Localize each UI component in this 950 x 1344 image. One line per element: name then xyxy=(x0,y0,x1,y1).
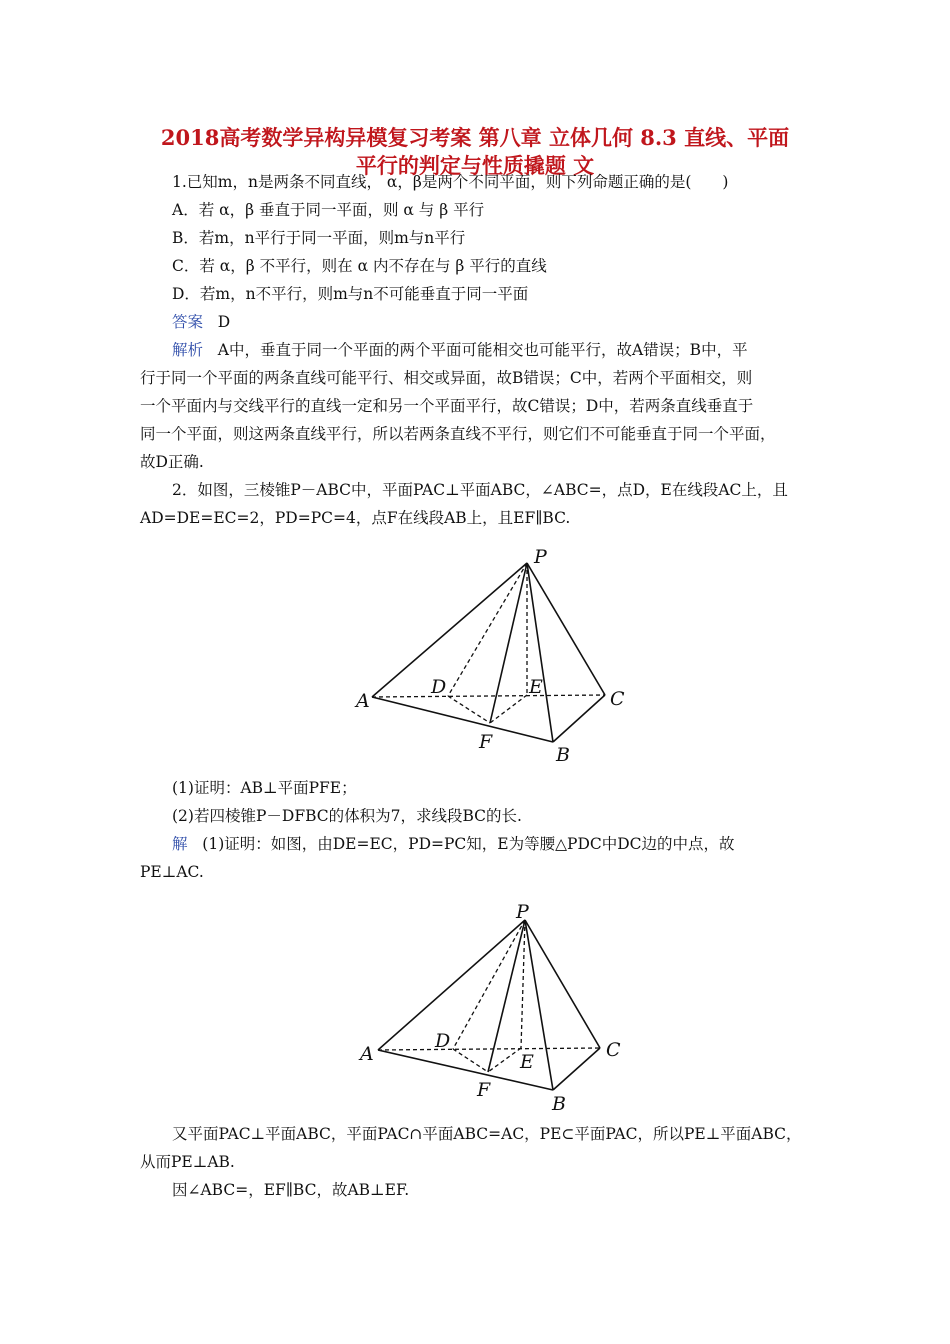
vertex-label-f: F xyxy=(477,1079,491,1101)
vertex-label-p: P xyxy=(534,546,547,568)
q1-option-d: D．若m，n不平行，则m与n不可能垂直于同一平面 xyxy=(172,285,529,303)
answer-value: D xyxy=(217,313,231,331)
vertex-label-c: C xyxy=(606,1039,621,1061)
q1-option-b: B．若m，n平行于同一平面，则m与n平行 xyxy=(172,229,466,247)
q1-analysis-line5: 故D正确. xyxy=(140,453,204,471)
vertex-label-p: P xyxy=(516,901,529,923)
vertex-label-c: C xyxy=(610,688,625,710)
vertex-label-e: E xyxy=(529,676,543,698)
q2-continuation-line1: 又平面PAC⊥平面ABC，平面PAC∩平面ABC=AC，PE⊂平面PAC，所以PE⊥平面ABC， xyxy=(172,1125,802,1143)
q1-stem: 1.已知m，n是两条不同直线， α，β是两个不同平面，则下列命题正确的是( ) xyxy=(172,173,729,191)
vertex-label-e: E xyxy=(520,1051,534,1073)
q1-option-a: A．若 α，β 垂直于同一平面，则 α 与 β 平行 xyxy=(172,201,485,219)
solution-label: 解 xyxy=(172,835,188,853)
analysis-label: 解析 xyxy=(172,341,204,359)
q2-part2: (2)若四棱锥P－DFBC的体积为7，求线段BC的长. xyxy=(172,807,522,825)
solution-text: (1)证明：如图，由DE=EC，PD=PC知，E为等腰△PDC中DC边的中点，故 xyxy=(202,835,735,853)
vertex-label-f: F xyxy=(479,731,493,753)
q2-continuation-line2: 从而PE⊥AB. xyxy=(140,1153,235,1171)
q2-stem-line2: AD=DE=EC=2，PD=PC=4，点F在线段AB上，且EF∥BC. xyxy=(140,509,571,527)
vertex-label-b: B xyxy=(556,744,570,766)
analysis-text: A中，垂直于同一个平面的两个平面可能相交也可能平行，故A错误；B中，平 xyxy=(217,341,748,359)
vertex-label-d: D xyxy=(431,676,447,698)
vertex-label-b: B xyxy=(552,1093,566,1115)
q1-analysis-line4: 同一个平面，则这两条直线平行，所以若两条直线不平行，则它们不可能垂直于同一个平面， xyxy=(140,425,776,443)
q2-part1: (1)证明：AB⊥平面PFE； xyxy=(172,779,357,797)
q1-answer xyxy=(172,311,230,333)
q2-continuation-line3: 因∠ABC=，EF∥BC，故AB⊥EF. xyxy=(172,1181,410,1199)
q1-analysis-line1 xyxy=(172,339,748,361)
q2-solution-line1 xyxy=(172,833,735,855)
doc-title-line2: 平行的判定与性质撬题 文 xyxy=(355,153,595,178)
q1-analysis-line2: 行于同一个平面的两条直线可能平行、相交或异面，故B错误；C中，若两个平面相交，则 xyxy=(140,369,753,387)
q1-analysis-line3: 一个平面内与交线平行的直线一定和另一个平面平行，故C错误；D中，若两条直线垂直于 xyxy=(140,397,754,415)
q2-solution-line2: PE⊥AC. xyxy=(140,863,204,881)
vertex-label-a: A xyxy=(360,1043,374,1065)
answer-label: 答案 xyxy=(172,313,204,331)
q2-stem-line1: 2．如图，三棱锥P－ABC中，平面PAC⊥平面ABC，∠ABC=，点D，E在线段AC上，且 xyxy=(172,481,788,499)
pyramid-figure-1 xyxy=(342,535,625,775)
vertex-label-a: A xyxy=(356,690,370,712)
vertex-label-d: D xyxy=(435,1030,451,1052)
pyramid-figure-2 xyxy=(345,890,635,1118)
doc-title-line1: 2018高考数学异构异模复习考案 第八章 立体几何 8.3 直线、平面 xyxy=(160,125,790,150)
q1-option-c: C．若 α，β 不平行，则在 α 内不存在与 β 平行的直线 xyxy=(172,257,547,275)
